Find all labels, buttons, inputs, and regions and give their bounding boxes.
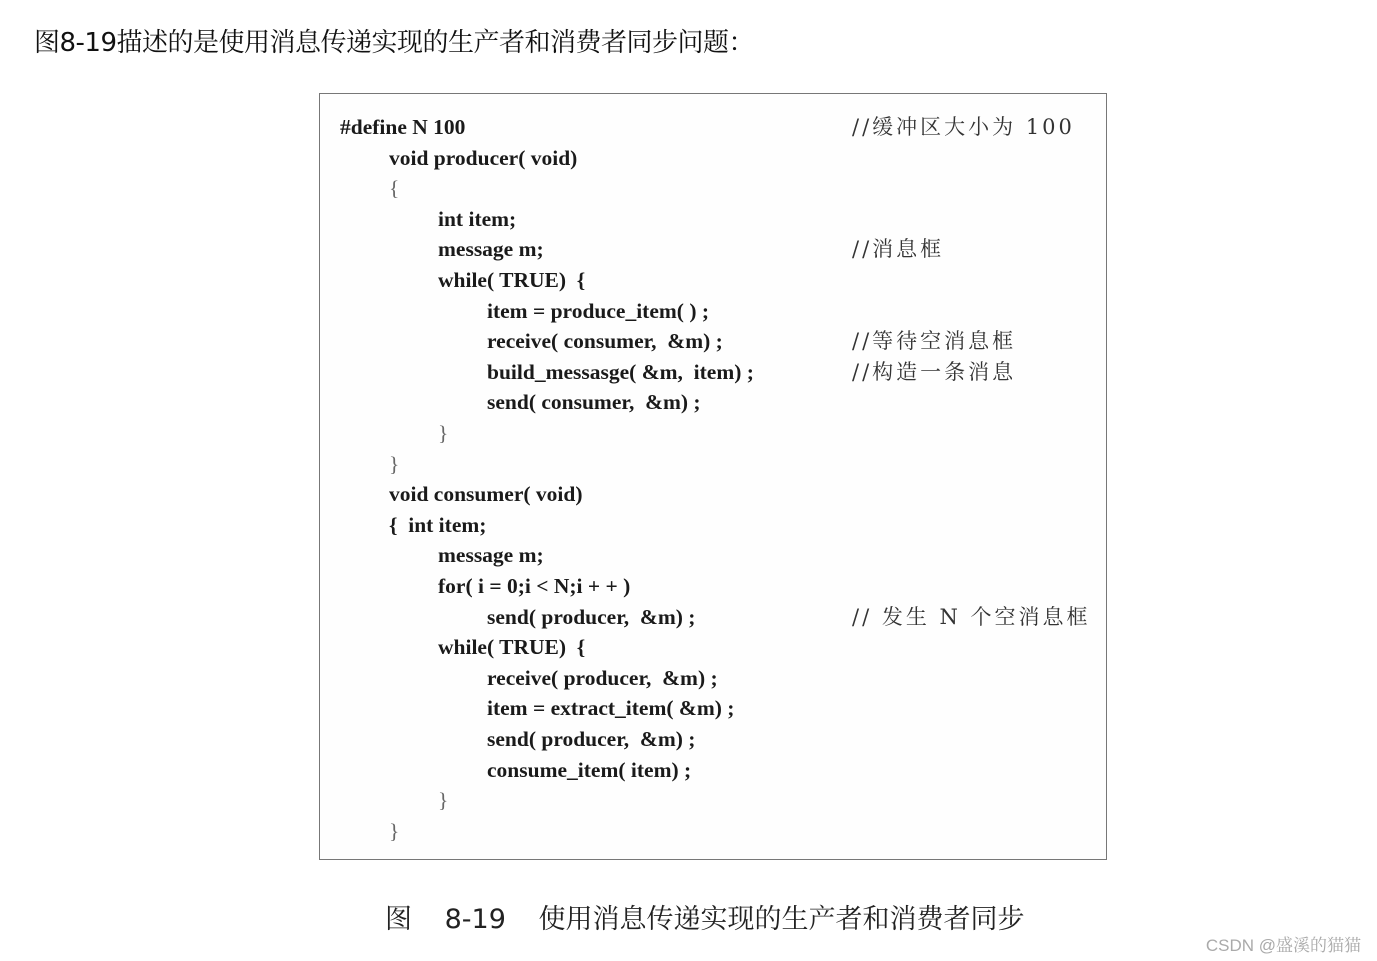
code-comment: //消息框: [852, 237, 945, 262]
code-line: send( producer, &m) ;: [487, 604, 696, 629]
code-line: item = produce_item( ) ;: [487, 298, 710, 323]
code-comment: // 发生 N 个空消息框: [852, 604, 1091, 629]
code-line: }: [389, 818, 400, 843]
caption-label: 图: [385, 904, 412, 935]
code-line: build_messasge( &m, item) ;: [487, 359, 754, 384]
code-line: receive( producer, &m) ;: [487, 665, 718, 690]
code-line: void consumer( void): [389, 482, 583, 507]
code-line: }: [438, 421, 449, 445]
code-comment: //等待空消息框: [852, 329, 1017, 354]
code-line: message m;: [438, 543, 544, 568]
code-line: receive( consumer, &m) ;: [487, 329, 723, 354]
code-line: item = extract_item( &m) ;: [487, 696, 735, 721]
code-line: }: [389, 451, 400, 476]
code-line: { int item;: [389, 512, 487, 537]
code-line: consume_item( item) ;: [487, 757, 692, 782]
code-line: while( TRUE) {: [438, 635, 586, 660]
code-line: send( producer, &m) ;: [487, 727, 696, 751]
code-line: message m;: [438, 237, 544, 262]
code-line: while( TRUE) {: [438, 268, 586, 292]
watermark: CSDN @盛溪的猫猫: [1205, 936, 1361, 955]
code-comment: //缓冲区大小为 100: [852, 115, 1075, 139]
caption-title: 使用消息传递实现的生产者和消费者同步: [538, 904, 1025, 935]
figure-caption: [385, 897, 1048, 936]
code-line: #define N 100: [340, 115, 466, 139]
code-line: send( consumer, &m) ;: [487, 390, 701, 415]
code-line: for( i = 0;i < N;i + + ): [438, 574, 631, 598]
code-line: void producer( void): [389, 145, 578, 170]
code-comment: //构造一条消息: [852, 359, 1017, 384]
code-line: {: [389, 176, 400, 201]
code-line: int item;: [438, 206, 517, 231]
caption-number: 8-19: [444, 904, 506, 935]
intro-text: 图8-19描述的是使用消息传递实现的生产者和消费者同步问题：: [34, 28, 755, 58]
code-listing: [319, 93, 1107, 860]
code-line: }: [438, 788, 449, 813]
